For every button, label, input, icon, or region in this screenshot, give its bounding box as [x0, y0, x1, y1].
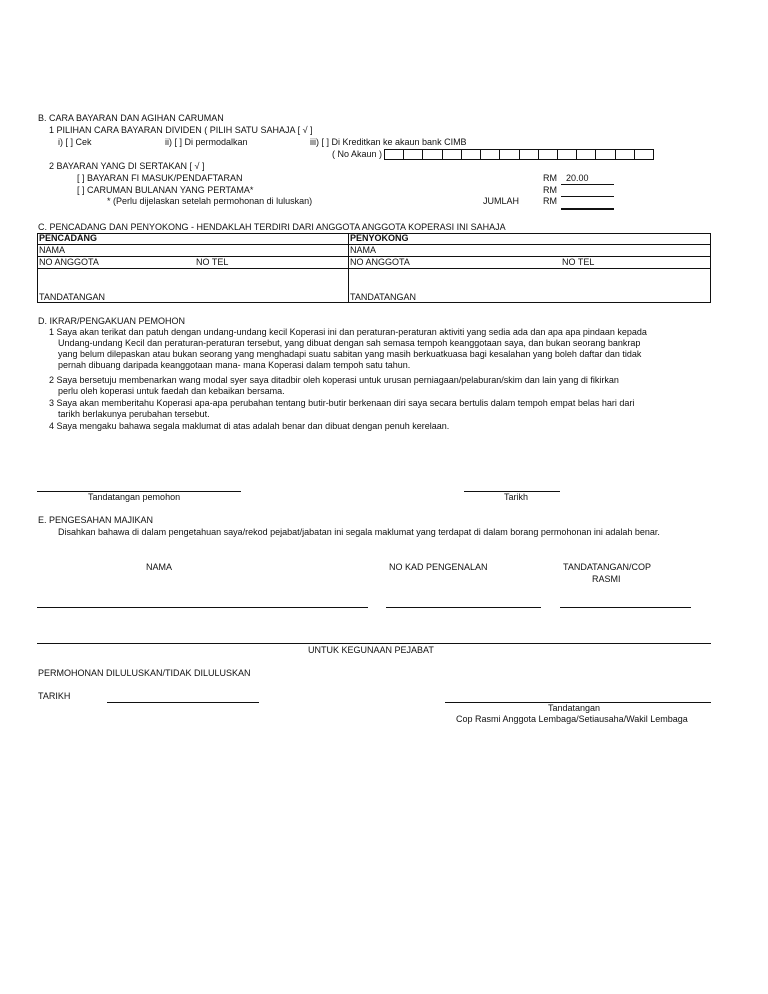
employer-name-line[interactable]	[37, 607, 368, 608]
declaration-2-line-1: 2 Saya bersetuju membenarkan wang modal syer saya ditadbir oleh koperasi untuk urusan perniagaan/pelaburan/skim dan lain yang di fikirkan	[49, 375, 619, 385]
option-cheque[interactable]: i) [ ] Cek	[58, 137, 92, 147]
applicant-date-label: Tarikh	[504, 492, 529, 502]
office-date-label: TARIKH	[38, 691, 71, 701]
applicant-signature-label: Tandatangan pemohon	[88, 492, 181, 502]
option-capitalised[interactable]: ii) [ ] Di permodalkan	[165, 137, 248, 147]
office-signature-label: Tandatangan	[548, 703, 601, 713]
seconder-signature-field[interactable]: TANDATANGAN	[350, 292, 417, 302]
seconder-heading: PENYOKONG	[350, 233, 409, 243]
declaration-1-line-1: 1 Saya akan terikat dan patuh dengan undang-undang kecil Koperasi ini dan peraturan-peraturan aktiviti yang sedia ada dan apa apa pindaan kepada	[49, 327, 647, 337]
office-stamp-label: Cop Rasmi Anggota Lembaga/Setiausaha/Wakil Lembaga	[456, 714, 688, 724]
office-use-title: UNTUK KEGUNAAN PEJABAT	[308, 645, 434, 655]
section-d-title: D. IKRAR/PENGAKUAN PEMOHON	[38, 316, 186, 326]
seconder-tel-field[interactable]: NO TEL	[562, 257, 595, 267]
proposer-signature-field[interactable]: TANDATANGAN	[39, 292, 106, 302]
section-b-title: B. CARA BAYARAN DAN AGIHAN CARUMAN	[38, 113, 224, 123]
rm-value-1: 20.00	[566, 173, 589, 183]
approval-status-label: PERMOHONAN DILULUSKAN/TIDAK DILULUSKAN	[38, 668, 251, 678]
option-bank-credit[interactable]: iii) [ ] Di Kreditkan ke akaun bank CIMB	[310, 137, 467, 147]
rm-label-1: RM	[543, 173, 557, 183]
approval-note: * (Perlu dijelaskan setelah permohonan di luluskan)	[107, 196, 313, 206]
declaration-1-line-2: Undang-undang Kecil dan peraturan-peraturan tersebut, yang dibuat dengan sah semasa tempoh keanggotaan saya, dan bukan seorang bankrap	[58, 338, 641, 348]
office-date-line[interactable]	[107, 702, 259, 703]
rm-label-3: RM	[543, 196, 557, 206]
declaration-1-line-4: pernah dibuang daripada keanggotaan mana- mana Koperasi dalam tempoh satu tahun.	[58, 360, 411, 370]
employer-ic-line[interactable]	[386, 607, 541, 608]
employer-name-label: NAMA	[146, 562, 173, 572]
dividend-choice-label: 1 PILIHAN CARA BAYARAN DIVIDEN ( PILIH SATU SAHAJA [ √ ]	[49, 125, 313, 135]
proposer-member-no-field[interactable]: NO ANGGOTA	[39, 257, 99, 267]
rm-label-2: RM	[543, 185, 557, 195]
first-contribution-checkbox[interactable]: [ ] CARUMAN BULANAN YANG PERTAMA*	[77, 185, 254, 195]
proposer-tel-field[interactable]: NO TEL	[196, 257, 229, 267]
declaration-2-line-2: perlu oleh koperasi untuk faedah dan kebaikan bersama.	[58, 386, 285, 396]
declaration-3-line-2: tarikh berlakunya perubahan tersebut.	[58, 409, 210, 419]
seconder-name-field[interactable]: NAMA	[350, 245, 377, 255]
employer-ic-label: NO KAD PENGENALAN	[389, 562, 488, 572]
employer-signature-line[interactable]	[560, 607, 691, 608]
total-label: JUMLAH	[483, 196, 520, 206]
declaration-4: 4 Saya mengaku bahawa segala maklumat di atas adalah benar dan dibuat dengan penuh kerelaan.	[49, 421, 450, 431]
employer-signature-label-1: TANDATANGAN/COP	[563, 562, 652, 572]
account-number-boxes[interactable]	[384, 149, 654, 160]
payment-attached-label: 2 BAYARAN YANG DI SERTAKAN [ √ ]	[49, 161, 205, 171]
declaration-3-line-1: 3 Saya akan memberitahu Koperasi apa-apa perubahan tentang butir-butir berkenaan diri saya secara bertulis dalam tempoh empat belas hari dari	[49, 398, 635, 408]
declaration-1-line-3: yang belum dilepaskan atau bukan seorang yang menghadapi suatu sabitan yang masih berkuatkuasa bagi kesalahan yang boleh daftar dan tidak	[58, 349, 642, 359]
seconder-member-no-field[interactable]: NO ANGGOTA	[350, 257, 410, 267]
employer-statement: Disahkan bahawa di dalam pengetahuan saya/rekod pejabat/jabatan ini segala maklumat yang terdapat di dalam borang permohonan ini adalah benar.	[58, 527, 660, 537]
section-e-title: E. PENGESAHAN MAJIKAN	[38, 515, 154, 525]
account-no-label: ( No Akaun )	[332, 149, 383, 159]
section-c-title: C. PENCADANG DAN PENYOKONG - HENDAKLAH TERDIRI DARI ANGGOTA ANGGOTA KOPERASI INI SAHAJA	[38, 222, 506, 232]
proposer-heading: PENCADANG	[39, 233, 98, 243]
employer-signature-label-2: RASMI	[592, 574, 621, 584]
fee-checkbox[interactable]: [ ] BAYARAN FI MASUK/PENDAFTARAN	[77, 173, 243, 183]
proposer-name-field[interactable]: NAMA	[39, 245, 66, 255]
